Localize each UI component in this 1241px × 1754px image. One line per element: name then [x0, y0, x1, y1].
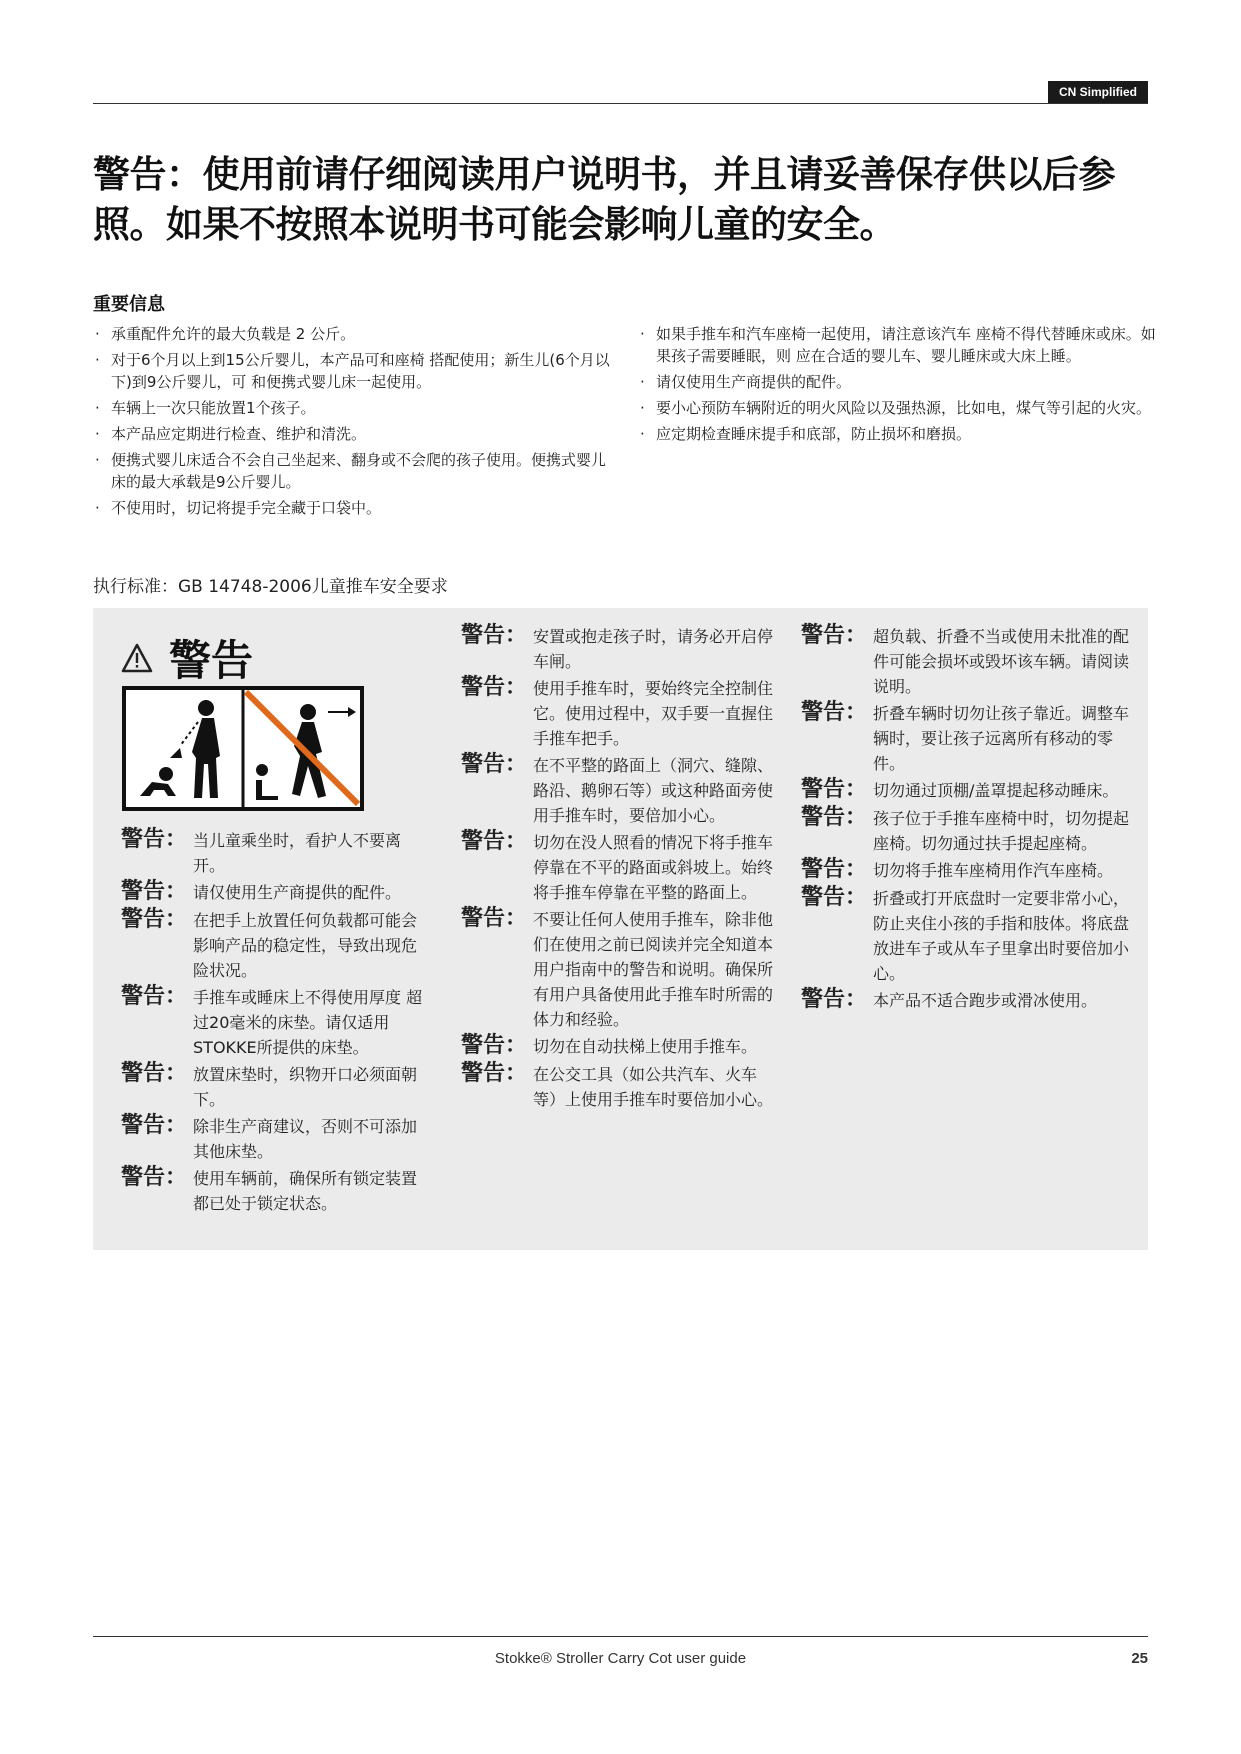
warning-text: 超负载、折叠不当或使用未批准的配件可能会损坏或毁坏该车辆。请阅读说明。 — [873, 627, 1130, 696]
warning-item — [801, 804, 1131, 856]
warning-text: 安置或抱走孩子时，请务必开启停车闸。 — [533, 627, 774, 671]
warning-item — [461, 905, 781, 1032]
warning-label: 警告： — [121, 879, 188, 904]
warning-item — [121, 878, 431, 906]
warning-label: 警告： — [121, 827, 188, 852]
warning-item — [461, 1060, 781, 1112]
warning-label: 警告： — [121, 1061, 188, 1086]
warning-text: 在不平整的路面上（洞穴、缝隙、路沿、鹅卵石等）或这种路面旁使用手推车时，要倍加小心。 — [533, 756, 774, 825]
warning-label: 警告： — [121, 907, 188, 932]
bottom-divider — [93, 1636, 1148, 1637]
info-list-item: · 车辆上一次只能放置1个孩子。 — [93, 397, 613, 419]
important-info-right-list — [638, 323, 1168, 449]
warnings-heading-text: 警告 — [169, 636, 254, 685]
warning-text: 切勿在没人照看的情况下将手推车停靠在不平的路面或斜坡上。始终将手推车停靠在平整的路面上。 — [533, 833, 774, 902]
warning-label: 警告： — [801, 623, 868, 648]
warning-text: 孩子位于手推车座椅中时，切勿提起座椅。切勿通过扶手提起座椅。 — [873, 809, 1130, 853]
warning-item — [801, 856, 1131, 884]
info-list-item: · 应定期检查睡床提手和底部，防止损坏和磨损。 — [638, 423, 1168, 445]
warning-item — [121, 906, 431, 983]
warning-item — [121, 1112, 431, 1164]
info-list-item: · 对于6个月以上到15公斤婴儿，本产品可和座椅 搭配使用；新生儿(6个月以下)到9公斤婴儿，可 和便携式婴儿床一起使用。 — [93, 349, 613, 393]
warning-text: 切勿在自动扶梯上使用手推车。 — [533, 1037, 758, 1056]
warning-triangle-icon — [121, 643, 153, 673]
info-list-item: · 本产品应定期进行检查、维护和清洗。 — [93, 423, 613, 445]
warnings-heading — [121, 628, 253, 688]
warning-text: 不要让任何人使用手推车，除非他们在使用之前已阅读并完全知道本用户指南中的警告和说明。确保所有用户具备使用此手推车时所需的体力和经验。 — [533, 910, 774, 1029]
warning-text: 折叠或打开底盘时一定要非常小心，防止夹住小孩的手指和肢体。将底盘放进车子或从车子里拿出时要倍加小心。 — [873, 889, 1130, 983]
warning-item — [121, 826, 431, 878]
info-list-item: · 如果手推车和汽车座椅一起使用，请注意该汽车 座椅不得代替睡床或床。如果孩子需要睡眠，则 应在合适的婴儿车、婴儿睡床或大床上睡。 — [638, 323, 1168, 367]
warning-text: 切勿通过顶棚/盖罩提起移动睡床。 — [873, 781, 1119, 800]
warning-item — [121, 1164, 431, 1216]
warning-text: 在把手上放置任何负载都可能会影响产品的稳定性，导致出现危险状况。 — [193, 911, 418, 980]
warning-label: 警告： — [801, 857, 868, 882]
warning-label: 警告： — [121, 1113, 188, 1138]
footer-title: Stokke® Stroller Carry Cot user guide — [494, 1650, 747, 1667]
warnings-column-2 — [461, 622, 781, 1112]
warning-item — [461, 828, 781, 905]
warning-item — [801, 986, 1131, 1014]
warnings-column-1 — [121, 826, 431, 1216]
language-badge: CN Simplified — [1048, 81, 1148, 103]
warning-text: 本产品不适合跑步或滑冰使用。 — [873, 991, 1098, 1010]
warning-item — [801, 884, 1131, 986]
warning-item — [121, 1060, 431, 1112]
warnings-column-3 — [801, 622, 1131, 1014]
standard-note: 执行标准：GB 14748-2006儿童推车安全要求 — [93, 577, 448, 597]
warning-text: 放置床垫时，织物开口必须面朝下。 — [193, 1065, 418, 1109]
warning-label: 警告： — [121, 1165, 188, 1190]
warning-text: 使用车辆前，确保所有锁定装置都已处于锁定状态。 — [193, 1169, 418, 1213]
warning-label: 警告： — [461, 675, 528, 700]
warning-text: 使用手推车时，要始终完全控制住它。使用过程中，双手要一直握住手推车把手。 — [533, 679, 774, 748]
warning-text: 折叠车辆时切勿让孩子靠近。调整车辆时，要让孩子远离所有移动的零件。 — [873, 704, 1130, 773]
warning-label: 警告： — [801, 885, 868, 910]
warning-item — [461, 622, 781, 674]
warning-text: 请仅使用生产商提供的配件。 — [193, 883, 402, 902]
important-info-heading: 重要信息 — [93, 294, 165, 315]
warning-item — [461, 751, 781, 828]
warning-label: 警告： — [461, 752, 528, 777]
info-list-item: · 承重配件允许的最大负载是 2 公斤。 — [93, 323, 613, 345]
info-list-item: · 便携式婴儿床适合不会自己坐起来、翻身或不会爬的孩子使用。便携式婴儿床的最大承载是9公斤婴儿。 — [93, 449, 613, 493]
warning-label: 警告： — [801, 777, 868, 802]
warning-label: 警告： — [461, 829, 528, 854]
warning-item — [801, 776, 1131, 804]
warning-item — [461, 1032, 781, 1060]
warning-item — [801, 699, 1131, 776]
warning-text: 在公交工具（如公共汽车、火车等）上使用手推车时要倍加小心。 — [533, 1065, 774, 1109]
info-list-item: · 要小心预防车辆附近的明火风险以及强热源，比如电，煤气等引起的火灾。 — [638, 397, 1168, 419]
warning-text: 手推车或睡床上不得使用厚度 超过20毫米的床垫。请仅适用STOKKE所提供的床垫。 — [193, 988, 423, 1057]
top-divider — [93, 103, 1148, 104]
warning-label: 警告： — [461, 1033, 528, 1058]
warning-item — [461, 674, 781, 751]
unattended-child-pictogram-icon — [122, 686, 364, 811]
warning-label: 警告： — [461, 906, 528, 931]
warning-text: 切勿将手推车座椅用作汽车座椅。 — [873, 861, 1114, 880]
important-info-left-list — [93, 323, 613, 523]
warning-item — [801, 622, 1131, 699]
page-number: 25 — [1131, 1650, 1148, 1667]
warning-item — [121, 983, 431, 1060]
warning-label: 警告： — [461, 1061, 528, 1086]
info-list-item: · 请仅使用生产商提供的配件。 — [638, 371, 1168, 393]
warning-text: 当儿童乘坐时，看护人不要离开。 — [193, 831, 402, 875]
page-title: 警告：使用前请仔细阅读用户说明书，并且请妥善保存供以后参照。如果不按照本说明书可能会影响儿童的安全。 — [93, 153, 1115, 246]
warning-label: 警告： — [121, 984, 188, 1009]
warning-label: 警告： — [461, 623, 528, 648]
warning-label: 警告： — [801, 987, 868, 1012]
warning-label: 警告： — [801, 805, 868, 830]
warnings-panel — [93, 608, 1148, 1250]
info-list-item: · 不使用时，切记将提手完全藏于口袋中。 — [93, 497, 613, 519]
warning-label: 警告： — [801, 700, 868, 725]
warning-text: 除非生产商建议，否则不可添加其他床垫。 — [193, 1117, 418, 1161]
